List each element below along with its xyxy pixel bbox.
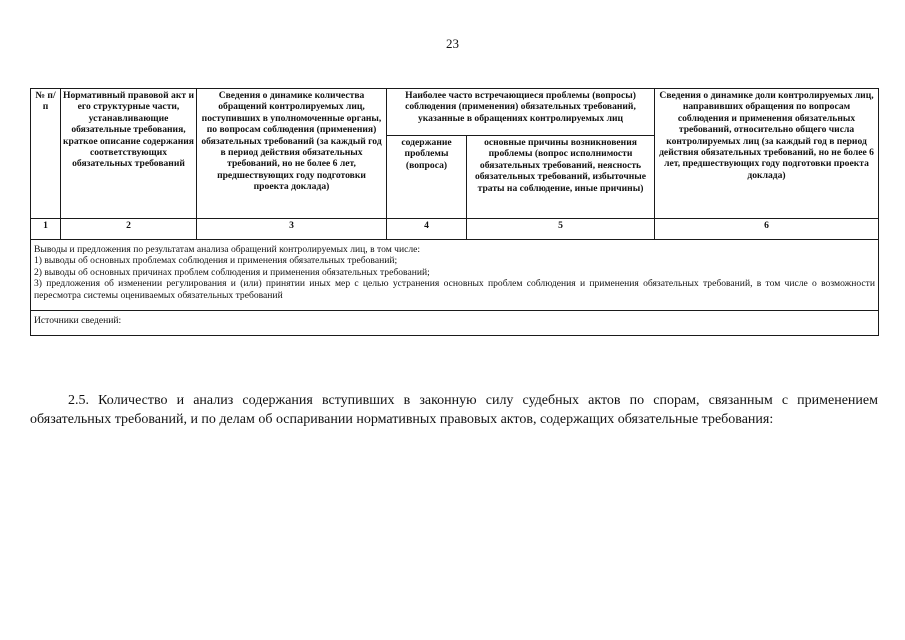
report-table <box>30 88 879 336</box>
sources-label: Источники сведений: <box>31 311 879 336</box>
header-col-number: № п/п <box>31 89 61 219</box>
conclusions-item-1: 1) выводы об основных проблемах соблюдения и применения обязательных требований; <box>34 255 398 267</box>
column-number-cell: 5 <box>467 219 655 240</box>
header-col-problem-causes: основные причины возникновения проблемы (вопрос исполнимости обязательных требований, неясность обязательных требований, избыточные траты на соблюдение, иные причины) <box>467 136 655 219</box>
column-number-cell: 3 <box>197 219 387 240</box>
table-header-row <box>31 89 879 136</box>
conclusions-item-3: 3) предложения об изменении регулирования и (или) принятии иных мер с целью устранения основных проблем соблюдения и применения обязательных требований, в том числе о возможности пересмотра системы оцениваемых обязательных требований <box>34 278 876 301</box>
header-col-appeals-dynamics: Сведения о динамике количества обращений контролируемых лиц, поступивших в уполномоченные органы, по вопросам соблюдения (применения) обязательных требований (за каждый год в период действия обязательных требований, но не более 6 лет, предшествующих году подготовки проекта доклада) <box>197 89 387 219</box>
conclusions-cell <box>31 240 879 311</box>
page-number: 23 <box>446 36 459 51</box>
notes-row <box>31 240 879 311</box>
column-number-cell: 6 <box>655 219 879 240</box>
column-number-cell: 1 <box>31 219 61 240</box>
header-col-share-dynamics: Сведения о динамике доли контролируемых лиц, направивших обращения по вопросам соблюдения и применения обязательных требований, относительно общего числа контролируемых лиц (за каждый год в период действия обязательных требований, но не более 6 лет, предшествующих году подготовки проекта доклада) <box>655 89 879 219</box>
section-2-5-paragraph: 2.5. Количество и анализ содержания вступивших в законную силу судебных актов по спорам, связанным с применением обязательных требований, и по делам об оспаривании нормативных правовых актов, содержащих обязательные требования: <box>30 393 878 427</box>
sources-row <box>31 311 879 336</box>
conclusions-item-2: 2) выводы об основных причинах проблем соблюдения и применения обязательных требований; <box>34 266 430 278</box>
header-col-frequent-problems: Наиболее часто встречающиеся проблемы (вопросы) соблюдения (применения) обязательных требований, указанные в обращениях контролируемых лиц <box>387 89 655 136</box>
column-number-cell: 4 <box>387 219 467 240</box>
column-numbers-row <box>31 219 879 240</box>
column-number-cell: 2 <box>61 219 197 240</box>
header-col-legal-act: Нормативный правовой акт и его структурные части, устанавливающие обязательные требования, краткое описание содержания соответствующих обязательных требований <box>61 89 197 219</box>
header-col-problem-content: содержание проблемы (вопроса) <box>387 136 467 219</box>
conclusions-intro: Выводы и предложения по результатам анализа обращений контролируемых лиц, в том числе: <box>34 244 421 255</box>
